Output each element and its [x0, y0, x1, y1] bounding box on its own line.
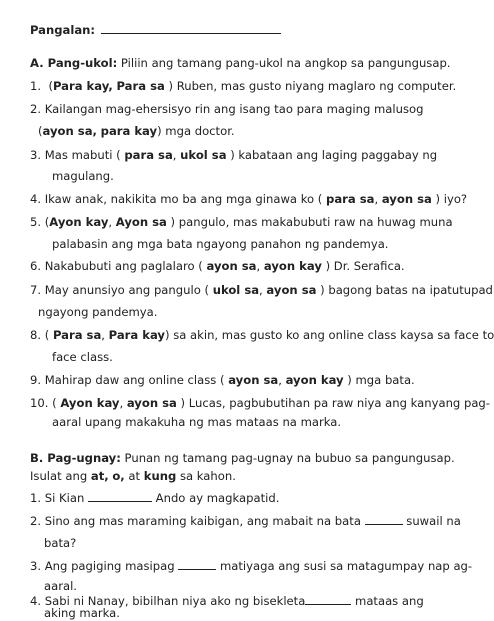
choice-option[interactable]: para sa	[124, 148, 173, 162]
item-text: aaral.	[44, 579, 77, 593]
item-text: magulang.	[52, 169, 114, 183]
item-number: 5.	[30, 215, 42, 229]
item-text: Mas mabuti (	[44, 148, 125, 162]
answer-blank[interactable]	[365, 514, 403, 525]
section-b-instruction-2	[30, 469, 236, 484]
item-text: ) bagong batas na ipatutupad	[316, 283, 493, 297]
a-item-8	[30, 328, 494, 343]
section-b-header	[30, 451, 455, 466]
choice-separator: ,	[119, 396, 127, 410]
b-item-3	[30, 559, 472, 574]
a-item-10-cont	[52, 415, 341, 430]
item-text: face class.	[52, 350, 113, 364]
a-item-2	[30, 102, 423, 117]
a-item-1	[30, 79, 456, 94]
a-item-7	[30, 283, 493, 298]
section-a-header	[30, 56, 451, 71]
connector-word: at,	[90, 469, 109, 483]
a-item-5-cont	[52, 237, 388, 252]
a-item-2-cont	[38, 124, 235, 139]
item-number: 4.	[30, 594, 42, 608]
choice-option[interactable]: ayon kay	[285, 373, 344, 387]
item-text: Ikaw anak, nakikita mo ba ang mga ginawa ko (	[44, 192, 327, 206]
choice-option[interactable]: ayon sa	[381, 192, 432, 206]
item-text: Nakabubuti ang paglalaro (	[44, 259, 207, 273]
choice-separator: ,	[172, 148, 181, 162]
choice-option[interactable]: Para sa	[116, 79, 165, 93]
b-item-1	[30, 491, 279, 506]
item-text: sa kahon.	[176, 469, 236, 483]
item-text: (	[38, 124, 43, 138]
answer-blank[interactable]	[88, 491, 152, 502]
b-item-2	[30, 514, 461, 529]
item-number: 7.	[30, 283, 42, 297]
choice-separator: ,	[278, 373, 286, 387]
choice-option[interactable]: ayon sa	[206, 259, 257, 273]
choice-separator: ,	[374, 192, 382, 206]
item-text: ) Dr. Serafica.	[321, 259, 405, 273]
b-item-2-cont	[44, 536, 76, 551]
item-text: ) iyo?	[431, 192, 468, 206]
choice-option[interactable]: para sa	[326, 192, 375, 206]
choice-option[interactable]: ayon kay	[263, 259, 322, 273]
connector-word: o,	[112, 469, 125, 483]
item-text: palabasin ang mga bata ngayong panahon ng pandemya.	[52, 237, 389, 251]
answer-blank[interactable]	[305, 594, 351, 605]
item-number: 1.	[30, 491, 42, 505]
item-number: 2.	[30, 514, 42, 528]
section-b-instruction: Punan ng tamang pag-ugnay na bubuo sa pangungusap.	[120, 451, 455, 465]
item-number: 9.	[30, 373, 42, 387]
item-text: (	[48, 79, 53, 93]
item-number: 2.	[30, 102, 42, 116]
item-number: 3.	[30, 559, 42, 573]
item-number: 1.	[30, 79, 42, 93]
item-number: 4.	[30, 192, 42, 206]
choice-option[interactable]: Ayon kay	[60, 396, 120, 410]
a-item-3-cont	[52, 169, 114, 184]
item-text: ) mga doctor.	[157, 124, 235, 138]
choice-option[interactable]: Ayon sa	[115, 215, 167, 229]
item-text: aaral upang makakuha ng mas mataas na marka.	[52, 415, 342, 429]
choice-option[interactable]: ayon sa	[228, 373, 279, 387]
item-text: ) kabataan ang laging paggabay ng	[226, 148, 438, 162]
b-item-4-cont	[44, 606, 120, 621]
item-text: Kailangan mag-ehersisyo rin ang isang tao para maging malusog	[44, 102, 424, 116]
choice-separator: ,	[256, 259, 264, 273]
a-item-7-cont	[38, 305, 157, 320]
item-text: ) sa akin, mas gusto ko ang online class kaysa sa face to	[164, 328, 494, 342]
connector-word: kung	[143, 469, 177, 483]
a-item-3	[30, 148, 437, 163]
item-number: 3.	[30, 148, 42, 162]
section-a-title: A. Pang-ukol:	[30, 56, 118, 70]
a-item-5	[30, 215, 453, 230]
item-text: ) pangulo, mas makabubuti raw na huwag muna	[166, 215, 453, 229]
item-text: Sabi ni Nanay, bibilhan niya ako ng bisekleta	[44, 594, 306, 608]
choice-option[interactable]: Para sa	[52, 328, 102, 342]
choice-separator: ,	[101, 328, 109, 342]
item-text: suwail na	[402, 514, 461, 528]
name-blank[interactable]	[101, 22, 281, 34]
item-number: 8.	[30, 328, 42, 342]
choice-option[interactable]: para kay	[100, 124, 158, 138]
item-text: ngayong pandemya.	[38, 305, 158, 319]
item-text: ) Lucas, pagbubutihan pa raw niya ang kanyang pag-	[176, 396, 490, 410]
choice-separator: ,	[259, 283, 267, 297]
name-line	[30, 22, 281, 38]
item-text: Isulat ang	[30, 469, 91, 483]
item-text: Ang pagiging masipag	[44, 559, 179, 573]
item-text: matiyaga ang susi sa matagumpay nap ag-	[216, 559, 473, 573]
choice-option[interactable]: Ayon kay	[49, 215, 109, 229]
item-text: aking marka.	[44, 606, 120, 620]
a-item-9	[30, 373, 415, 388]
choice-option[interactable]: ukol sa	[180, 148, 227, 162]
item-text: ) Ruben, mas gusto niyang maglaro ng computer.	[164, 79, 457, 93]
a-item-4	[30, 192, 467, 207]
item-text: Sino ang mas maraming kaibigan, ang mabait na bata	[44, 514, 365, 528]
item-text: Ando ay magkapatid.	[151, 491, 280, 505]
choice-option[interactable]: ayon sa	[266, 283, 317, 297]
name-label: Pangalan:	[30, 23, 96, 37]
section-b-title: B. Pag-ugnay:	[30, 451, 121, 465]
item-text: ) mga bata.	[343, 373, 415, 387]
item-number: 6.	[30, 259, 42, 273]
item-text: mataas ang	[351, 594, 424, 608]
choice-option[interactable]: Para kay	[108, 328, 165, 342]
choice-option[interactable]: Para kay,	[52, 79, 113, 93]
item-text: bata?	[44, 536, 77, 550]
b-item-3-cont	[44, 579, 77, 594]
section-a-instruction: Piliin ang tamang pang-ukol na angkop sa pangungusap.	[117, 56, 451, 70]
item-text: at	[124, 469, 144, 483]
item-number: 10.	[30, 396, 49, 410]
item-text: Si Kian	[44, 491, 88, 505]
a-item-10	[30, 396, 490, 411]
item-text: (	[44, 328, 53, 342]
choice-option[interactable]: ayon sa	[126, 396, 177, 410]
a-item-6	[30, 259, 405, 274]
choice-option[interactable]: ayon sa,	[42, 124, 97, 138]
a-item-8-cont	[52, 350, 113, 365]
item-text: Mahirap daw ang online class (	[44, 373, 229, 387]
item-text: (	[44, 215, 50, 229]
item-text: (	[52, 396, 61, 410]
item-text: May anunsiyo ang pangulo (	[44, 283, 213, 297]
answer-blank[interactable]	[178, 559, 216, 570]
choice-option[interactable]: ukol sa	[212, 283, 260, 297]
choice-separator: ,	[108, 215, 116, 229]
